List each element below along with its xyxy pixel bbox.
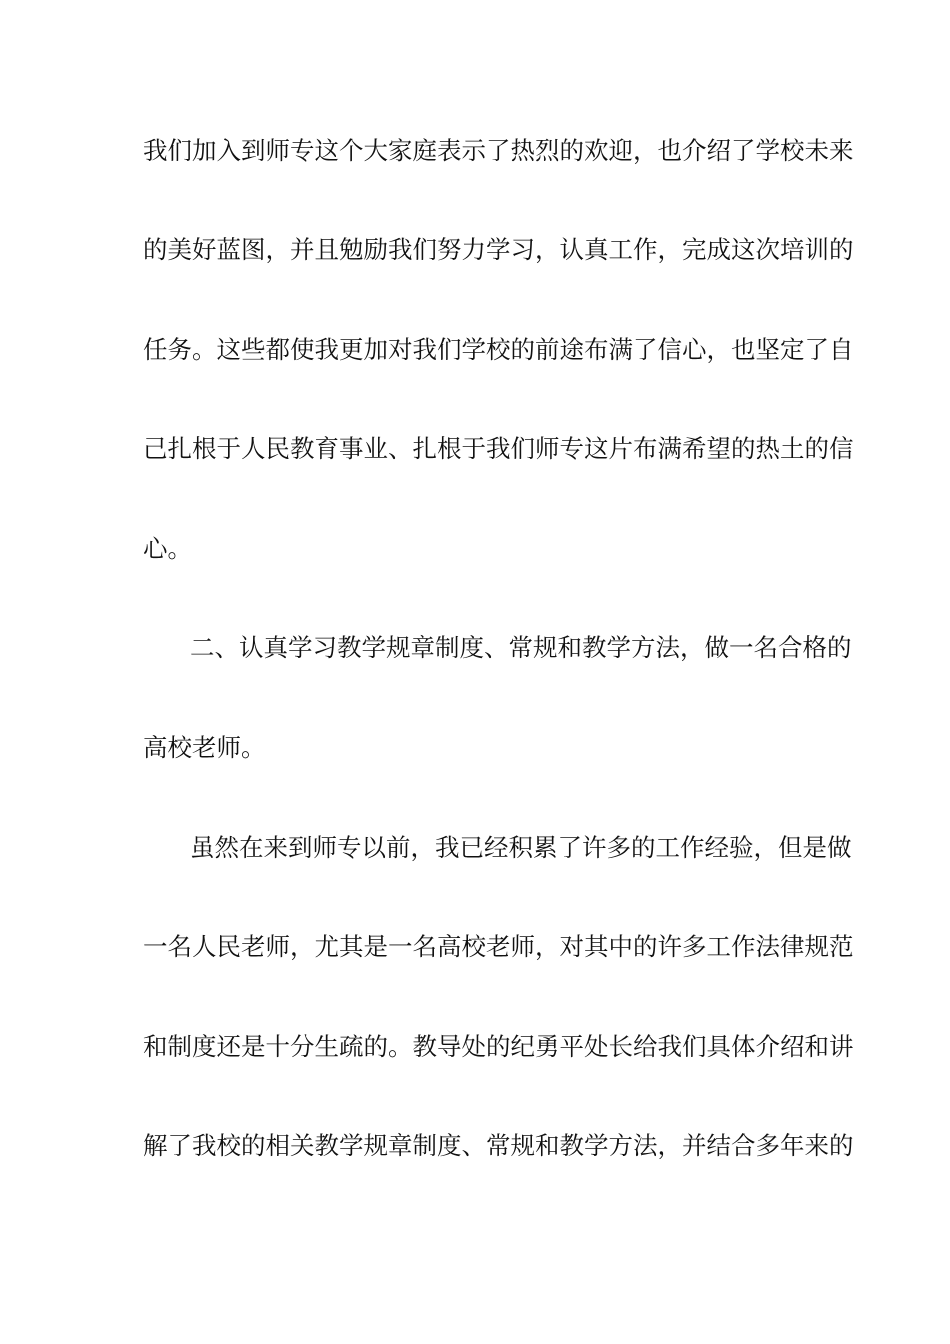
text-line: 一名人民老师，尤其是一名高校老师，对其中的许多工作法律规范 bbox=[143, 932, 854, 961]
text-line: 虽然在来到师专以前，我已经积累了许多的工作经验，但是做 bbox=[190, 833, 852, 862]
text-line: 任务。这些都使我更加对我们学校的前途布满了信心，也坚定了自 bbox=[143, 335, 854, 364]
section-heading-line: 高校老师。 bbox=[143, 733, 266, 762]
text-line: 解了我校的相关教学规章制度、常规和教学方法，并结合多年来的 bbox=[143, 1131, 854, 1160]
section-heading-line: 二、认真学习教学规章制度、常规和教学方法，做一名合格的 bbox=[190, 633, 852, 662]
text-line: 我们加入到师专这个大家庭表示了热烈的欢迎，也介绍了学校未来 bbox=[143, 136, 854, 165]
text-line: 心。 bbox=[143, 534, 192, 563]
text-line: 的美好蓝图，并且勉励我们努力学习，认真工作，完成这次培训的 bbox=[143, 235, 854, 264]
text-line: 己扎根于人民教育事业、扎根于我们师专这片布满希望的热土的信 bbox=[143, 434, 854, 463]
text-line: 和制度还是十分生疏的。教导处的纪勇平处长给我们具体介绍和讲 bbox=[143, 1032, 854, 1061]
